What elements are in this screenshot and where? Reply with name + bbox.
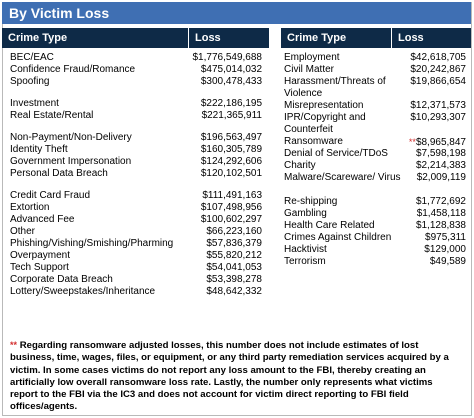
- loss-amount: $19,866,654: [410, 76, 466, 87]
- crime-type-cell: Personal Data Breach: [10, 168, 108, 179]
- left-column: [10, 52, 262, 298]
- loss-amount: $111,491,163: [202, 190, 262, 201]
- loss-amount: $49,589: [429, 256, 466, 267]
- loss-cell: [201, 168, 262, 180]
- loss-amount: $66,223,160: [206, 226, 262, 237]
- table-row: [284, 160, 466, 172]
- loss-cell: [430, 256, 466, 268]
- table-row: [10, 168, 262, 180]
- crime-type-cell: Health Care Related: [284, 220, 375, 231]
- table-row: [284, 232, 466, 244]
- loss-amount: $975,311: [425, 232, 466, 243]
- table-row: [10, 262, 262, 274]
- footnote-marker: **: [10, 340, 18, 350]
- table-row: [10, 132, 262, 144]
- table-header-row: [2, 28, 471, 48]
- crime-type-cell: Harassment/Threats of Violence: [284, 76, 386, 99]
- ransomware-footnote: [10, 339, 462, 414]
- loss-cell: [202, 110, 262, 122]
- row-spacer: [10, 180, 262, 190]
- crime-type-cell: Phishing/Vishing/Smishing/Pharming: [10, 238, 174, 249]
- table-row: [10, 226, 262, 238]
- table-row: [10, 98, 262, 110]
- crime-type-cell: Employment: [284, 52, 340, 63]
- crime-type-cell: Credit Card Fraud: [10, 190, 91, 201]
- loss-amount: $120,102,501: [200, 168, 262, 179]
- loss-amount: $42,618,705: [410, 52, 466, 63]
- loss-amount: $2,009,119: [416, 172, 466, 183]
- loss-cell: [201, 202, 262, 214]
- loss-cell: [417, 208, 466, 220]
- loss-cell: [206, 238, 262, 250]
- header-crime-type-left: Crime Type: [2, 28, 188, 48]
- crime-type-cell: Misrepresentation: [284, 100, 364, 111]
- table-row: [284, 256, 466, 268]
- crime-type-cell: Government Impersonation: [10, 156, 132, 167]
- crime-type-cell: Charity: [284, 160, 316, 171]
- loss-amount: $300,478,433: [200, 76, 262, 87]
- right-column: [284, 52, 466, 268]
- loss-cell: [206, 286, 262, 298]
- crime-type-cell: Spoofing: [10, 76, 50, 87]
- loss-amount: $12,371,573: [410, 100, 466, 111]
- table-title: By Victim Loss: [2, 2, 471, 24]
- loss-cell: [410, 112, 466, 124]
- crime-type-cell: Tech Support: [10, 262, 69, 273]
- loss-cell: [201, 144, 262, 156]
- loss-amount: $1,128,838: [415, 220, 466, 231]
- loss-amount: $7,598,198: [415, 148, 466, 159]
- loss-amount: $222,186,195: [200, 98, 262, 109]
- loss-cell: [201, 76, 262, 88]
- row-spacer: [10, 88, 262, 98]
- loss-amount: $100,602,297: [200, 214, 262, 225]
- table-row: [10, 202, 262, 214]
- crime-type-cell: Confidence Fraud/Romance: [10, 64, 136, 75]
- loss-cell: [202, 190, 262, 202]
- loss-cell: [424, 244, 466, 256]
- header-loss-right: Loss: [392, 28, 471, 48]
- loss-amount: $55,820,212: [206, 250, 262, 261]
- table-row: [10, 238, 262, 250]
- footnote-marker: **: [408, 137, 416, 147]
- loss-cell: [206, 226, 262, 238]
- table-row: [10, 250, 262, 262]
- table-row: [284, 208, 466, 220]
- table-row: [10, 64, 262, 76]
- header-crime-type-right: Crime Type: [281, 28, 391, 48]
- loss-cell: [201, 98, 262, 110]
- footnote-text: Regarding ransomware adjusted losses, this number does not include estimates of lost business, time, wages, files, or equipment, or any third party remediation services acquired by a victim. In some cases victims do not report any loss amount to the FBI, thereby creating an artificially low overall ransomware loss rate. Lastly, the number only represents what victims report to the FBI via the IC3 and does not account for victim direct reporting to FBI field offices/agents.: [10, 340, 449, 413]
- crime-type-cell: Corporate Data Breach: [10, 274, 113, 285]
- loss-amount: $124,292,606: [200, 156, 262, 167]
- crime-type-cell: Non-Payment/Non-Delivery: [10, 132, 132, 143]
- loss-amount: $1,772,692: [415, 196, 466, 207]
- table-row: [10, 190, 262, 202]
- crime-type-cell: Lottery/Sweepstakes/Inheritance: [10, 286, 156, 297]
- loss-amount: $54,041,053: [206, 262, 262, 273]
- crime-type-cell: Other: [10, 226, 36, 237]
- loss-cell: [201, 132, 262, 144]
- table-row: [10, 214, 262, 226]
- loss-cell: [416, 220, 466, 232]
- table-row: [284, 112, 466, 136]
- crime-type-cell: Civil Matter: [284, 64, 335, 75]
- crime-type-cell: BEC/EAC: [10, 52, 54, 63]
- loss-cell: [206, 250, 262, 262]
- loss-cell: [410, 100, 466, 112]
- crime-type-cell: IPR/Copyright and Counterfeit: [284, 112, 366, 135]
- loss-amount: $196,563,497: [200, 132, 262, 143]
- loss-cell: [416, 148, 466, 160]
- loss-cell: [192, 52, 262, 64]
- loss-cell: [201, 156, 262, 168]
- table-row: [284, 52, 466, 64]
- table-row: [10, 110, 262, 122]
- table-row: [284, 220, 466, 232]
- table-row: [284, 76, 466, 100]
- table-row: [284, 136, 466, 148]
- crime-type-cell: Hacktivist: [284, 244, 327, 255]
- crime-type-cell: Identity Theft: [10, 144, 68, 155]
- crime-type-cell: Ransomware: [284, 136, 343, 147]
- crime-type-cell: Extortion: [10, 202, 50, 213]
- loss-amount: $107,498,956: [200, 202, 262, 213]
- loss-cell: [206, 262, 262, 274]
- loss-cell: [416, 160, 466, 172]
- table-row: [10, 286, 262, 298]
- table-row: [10, 52, 262, 64]
- loss-amount: $160,305,789: [200, 144, 262, 155]
- header-loss-left: Loss: [189, 28, 269, 48]
- table-row: [284, 148, 466, 160]
- loss-amount: $1,458,118: [416, 208, 466, 219]
- loss-amount: $8,965,847: [415, 137, 466, 148]
- loss-cell: [417, 172, 466, 184]
- crime-type-cell: Denial of Service/TDoS: [284, 148, 388, 159]
- loss-cell: [206, 274, 262, 286]
- table-row: [10, 76, 262, 88]
- table-row: [284, 172, 466, 196]
- crime-type-cell: Overpayment: [10, 250, 71, 261]
- loss-amount: $221,365,911: [201, 110, 262, 121]
- crime-type-cell: Malware/Scareware/ Virus: [284, 172, 401, 183]
- crime-type-cell: Re-shipping: [284, 196, 338, 207]
- loss-amount: $1,776,549,688: [192, 52, 262, 63]
- crime-type-cell: Real Estate/Rental: [10, 110, 94, 121]
- table-row: [10, 156, 262, 168]
- loss-amount: $475,014,032: [200, 64, 262, 75]
- loss-cell: [410, 76, 466, 88]
- table-row: [284, 100, 466, 112]
- table-row: [284, 196, 466, 208]
- loss-cell: [410, 64, 466, 76]
- crime-type-cell: Investment: [10, 98, 59, 109]
- row-spacer: [10, 122, 262, 132]
- loss-amount: $48,642,332: [206, 286, 262, 297]
- loss-cell: [201, 214, 262, 226]
- crime-type-cell: Crimes Against Children: [284, 232, 392, 243]
- table-row: [10, 144, 262, 156]
- table-row: [284, 244, 466, 256]
- loss-cell: [201, 64, 262, 76]
- loss-amount: $53,398,278: [206, 274, 262, 285]
- table-row: [284, 64, 466, 76]
- loss-amount: $2,214,383: [415, 160, 466, 171]
- loss-amount: $20,242,867: [410, 64, 466, 75]
- loss-amount: $129,000: [424, 244, 466, 255]
- crime-type-cell: Advanced Fee: [10, 214, 75, 225]
- table-row: [10, 274, 262, 286]
- loss-amount: $57,836,379: [206, 238, 262, 249]
- loss-cell: [410, 52, 466, 64]
- loss-cell: [416, 196, 466, 208]
- loss-amount: $10,293,307: [410, 112, 466, 123]
- crime-type-cell: Terrorism: [284, 256, 326, 267]
- loss-cell: [425, 232, 466, 244]
- crime-type-cell: Gambling: [284, 208, 327, 219]
